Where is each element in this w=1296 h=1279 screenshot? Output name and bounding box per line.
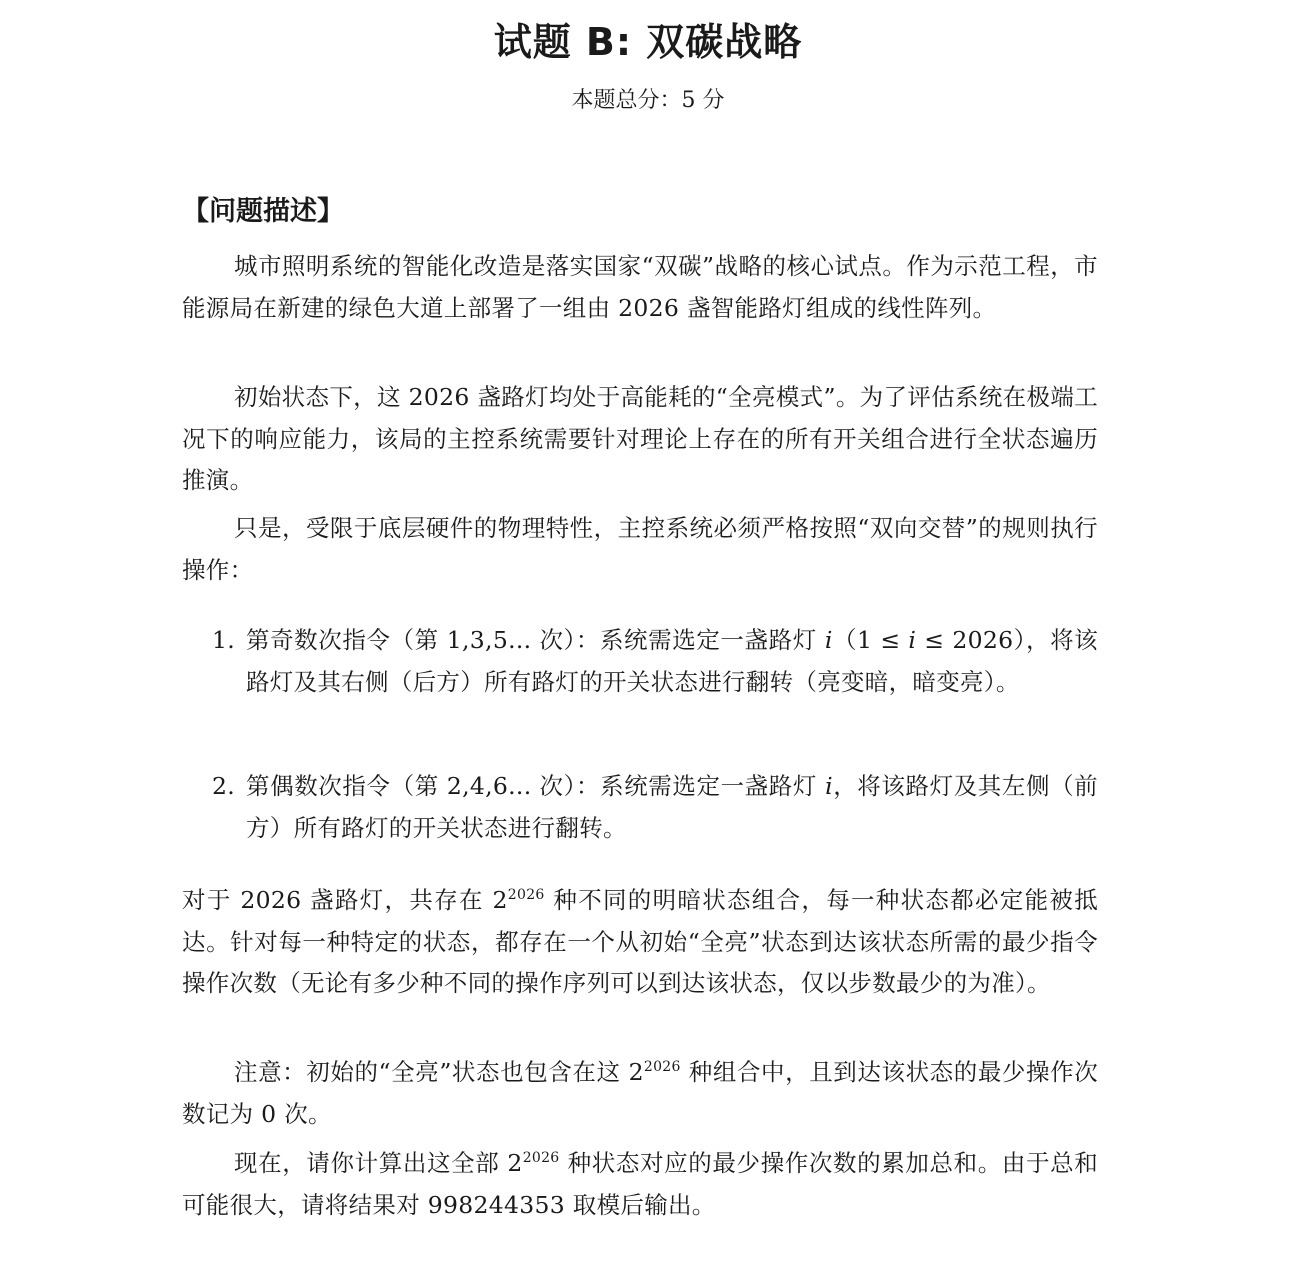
problem-title: 试题 B: 双碳战略 xyxy=(493,20,803,64)
paragraph-task: 现在，请你计算出这全部 $2^{2026}$ 种状态对应的最少操作次数的累加总和。由于总和可能很大，请将结果对 998244353 取模后输出。 xyxy=(182,1149,1098,1219)
list-number: 2. xyxy=(212,772,236,800)
exponent: 2026 xyxy=(522,1150,560,1166)
list-number: 1. xyxy=(212,626,236,654)
paragraph-note: 注意：初始的“全亮”状态也包含在这 $2^{2026}$ 种组合中，且到达该状态的最少操作次数记为 0 次。 xyxy=(182,1058,1098,1128)
exponent: 2026 xyxy=(643,1059,681,1075)
paragraph-rules-intro: 只是，受限于底层硬件的物理特性，主控系统必须严格按照“双向交替”的规则执行操作： xyxy=(182,514,1098,584)
paragraph-state-count: 对于 2026 盏路灯，共存在 $2^{2026}$ 种不同的明暗状态组合，每一种状态都必定能被抵达。针对每一种特定的状态，都存在一个从初始“全亮”状态到达该状态所需的最少指令操作次数（无论有多少种不同的操作序列可以到达该状态，仅以步数最少的为准）。 xyxy=(182,886,1098,997)
math-variable: i xyxy=(825,772,833,800)
math-variable: i xyxy=(908,626,917,654)
list-item-text: 第偶数次指令（第 2,4,6... 次）：系统需选定一盏路灯 i，将该路灯及其左侧（前方）所有路灯的开关状态进行翻转。 xyxy=(246,772,1098,842)
paragraph-initial-state: 初始状态下，这 2026 盏路灯均处于高能耗的“全亮模式”。为了评估系统在极端工况下的响应能力，该局的主控系统需要针对理论上存在的所有开关组合进行全状态遍历推演。 xyxy=(182,383,1098,494)
section-heading-problem-description: 【问题描述】 xyxy=(182,196,344,227)
list-item-even-command xyxy=(212,766,1098,849)
list-item-text: 第奇数次指令（第 1,3,5... 次）：系统需选定一盏路灯 i（1 ≤ i ≤ 2026），将该路灯及其右侧（后方）所有路灯的开关状态进行翻转（亮变暗，暗变亮）。 xyxy=(246,626,1098,696)
exponent: 2026 xyxy=(507,887,545,903)
list-item-odd-command xyxy=(212,620,1098,703)
math-variable: i xyxy=(824,626,833,654)
score-line: 本题总分：5 分 xyxy=(571,88,725,113)
paragraph-background: 城市照明系统的智能化改造是落实国家“双碳”战略的核心试点。作为示范工程，市能源局在新建的绿色大道上部署了一组由 2026 盏智能路灯组成的线性阵列。 xyxy=(182,252,1098,322)
